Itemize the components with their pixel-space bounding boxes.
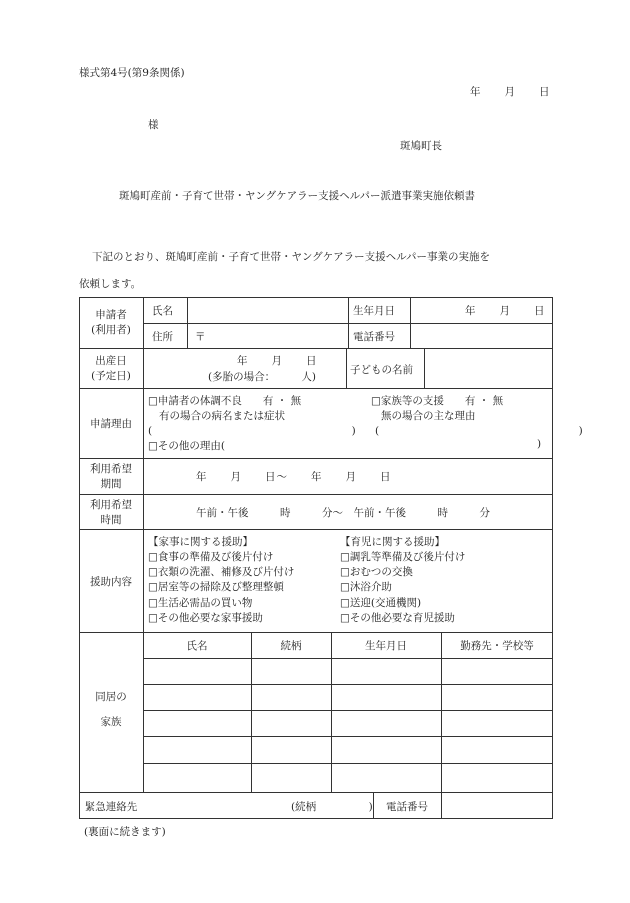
family-col-work: 勤務先・学校等 <box>460 640 534 652</box>
childcare-item[interactable]: □その他必要な育児援助 <box>340 612 455 624</box>
reason-health-option[interactable]: □申請者の体調不良 有 ・ 無 <box>148 395 302 407</box>
emergency-phone-field[interactable] <box>443 794 551 817</box>
name-label: 氏名 <box>152 305 173 317</box>
recipient-suffix: 様 <box>148 119 159 131</box>
assistance-label: 援助内容 <box>90 576 132 588</box>
birth-date-field[interactable]: 年 月 日 <box>237 355 318 367</box>
family-col-name: 氏名 <box>186 640 208 652</box>
birth-label: 出産日 <box>95 355 127 367</box>
time-label-sub: 時間 <box>100 514 122 526</box>
family-col-birth: 生年月日 <box>365 640 407 652</box>
family-label-sub: 家族 <box>100 716 122 728</box>
housework-item[interactable]: □その他必要な家事援助 <box>148 612 263 624</box>
emergency-label: 緊急連絡先 <box>84 801 138 813</box>
childcare-item[interactable]: □おむつの交換 <box>340 566 413 578</box>
intro-line-2: 依頼します。 <box>79 278 142 290</box>
phone-label: 電話番号 <box>353 331 395 343</box>
reason-label: 申請理由 <box>90 418 132 430</box>
child-name-label: 子どもの名前 <box>350 364 413 376</box>
housework-item[interactable]: □居室等の掃除及び整理整頓 <box>148 581 284 593</box>
childcare-item[interactable]: □送迎(交通機関) <box>340 597 422 609</box>
emergency-phone-label: 電話番号 <box>386 801 428 813</box>
emergency-relation-field[interactable]: (続柄 ) <box>291 801 373 813</box>
applicant-label-sub: (利用者) <box>91 324 131 336</box>
multiple-birth-field[interactable]: (多胎の場合： 人) <box>208 371 316 383</box>
birth-label-sub: (予定日) <box>91 370 131 382</box>
childcare-title: 【育児に関する援助】 <box>340 536 445 548</box>
intro-line-1: 下記のとおり、斑鳩町産前・子育て世帯・ヤングケアラー支援ヘルパー事業の実施を <box>92 251 490 263</box>
family-label: 同居の <box>95 691 127 703</box>
time-label: 利用希望 <box>90 499 132 511</box>
time-field[interactable]: 午前・午後 時 分〜 午前・午後 時 分 <box>196 507 490 519</box>
period-label-sub: 期間 <box>100 478 122 490</box>
housework-item[interactable]: □食事の準備及び後片付け <box>148 551 274 563</box>
period-field[interactable]: 年 月 日〜 年 月 日 <box>196 471 392 483</box>
sender: 斑鳩町長 <box>400 140 442 152</box>
reason-health-detail[interactable]: ( ) <box>148 425 356 437</box>
reason-family-detail[interactable]: ( ) <box>375 425 583 437</box>
applicant-label: 申請者 <box>95 309 127 321</box>
period-label: 利用希望 <box>90 463 132 475</box>
housework-title: 【家事に関する援助】 <box>148 536 253 548</box>
reason-health-sub: 有の場合の病名または症状 <box>159 410 285 422</box>
reason-family-option[interactable]: □家族等の支援 有 ・ 無 <box>371 395 504 407</box>
housework-item[interactable]: □衣類の洗濯、補修及び片付け <box>148 566 295 578</box>
childcare-item[interactable]: □調乳等準備及び後片付け <box>340 551 466 563</box>
applicant-name-field[interactable] <box>190 299 346 321</box>
address-field[interactable]: 〒 <box>195 331 206 343</box>
address-label: 住所 <box>152 331 173 343</box>
birthdate-field[interactable]: 年 月 日 <box>465 305 546 317</box>
childcare-item[interactable]: □沐浴介助 <box>340 581 392 593</box>
child-name-field[interactable] <box>426 350 551 386</box>
family-col-relation: 続柄 <box>280 640 302 652</box>
date-line: 年 月 日 <box>470 86 551 98</box>
reason-other-close: ) <box>537 438 542 450</box>
housework-item[interactable]: □生活必需品の買い物 <box>148 597 253 609</box>
reason-other-option[interactable]: □その他の理由( <box>148 440 226 452</box>
reason-family-sub: 無の場合の主な理由 <box>381 410 476 422</box>
form-number: 様式第4号(第9条関係) <box>79 67 185 79</box>
document-title: 斑鳩町産前・子育て世帯・ヤングケアラー支援ヘルパー派遣事業実施依頼書 <box>119 190 475 202</box>
continued-note: (裏面に続きます) <box>84 826 166 838</box>
phone-field[interactable] <box>412 325 551 347</box>
birthdate-label: 生年月日 <box>353 305 395 317</box>
